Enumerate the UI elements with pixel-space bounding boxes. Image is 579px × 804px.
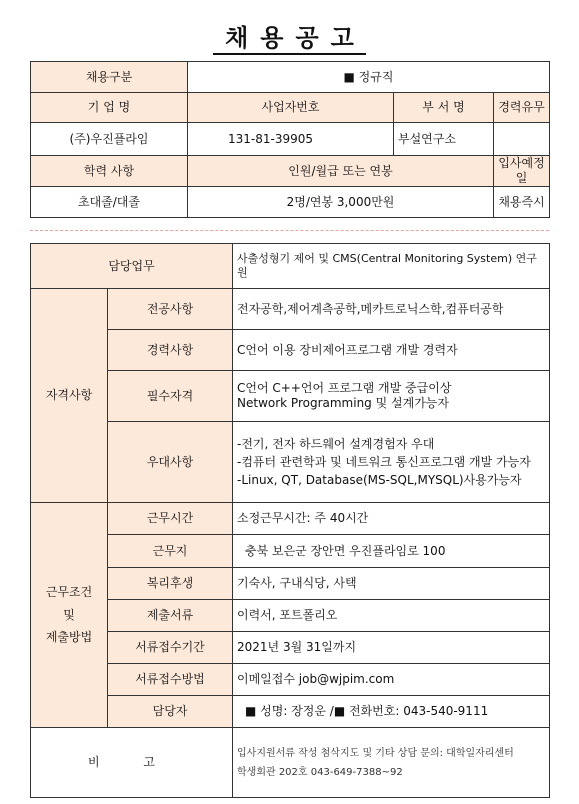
welfare-value: 기숙사, 구내식당, 사택 xyxy=(233,568,550,600)
summary-table xyxy=(30,61,550,218)
required-line: Network Programming 및 설계가능자 xyxy=(237,396,449,410)
contact-value: ■ 성명: 장정운 /■ 전화번호: 043-540-9111 xyxy=(233,696,550,728)
page-break-line xyxy=(30,230,549,231)
detail-table xyxy=(30,243,550,798)
preferred-value xyxy=(233,422,550,503)
start-value: 채용즉시 xyxy=(494,187,550,218)
remarks-line: 학생회관 202호 043-649-7388~92 xyxy=(237,766,403,778)
biz-no-header: 사업자번호 xyxy=(188,93,394,123)
preferred-line: -Linux, QT, Database(MS-SQL,MYSQL)사용가능자 xyxy=(237,473,522,487)
period-label: 서류접수기간 xyxy=(108,632,233,664)
pay-header: 인원/월급 또는 연봉 xyxy=(188,156,494,187)
employment-type-value: ■ 정규직 xyxy=(188,62,550,93)
required-line: C언어 C++언어 프로그램 개발 중급이상 xyxy=(237,381,452,395)
method-label: 서류접수방법 xyxy=(108,664,233,696)
place-value: 충북 보은군 장안면 우진플라임로 100 xyxy=(233,535,550,568)
experience-value: C언어 이용 장비제어프로그램 개발 경력자 xyxy=(233,330,550,371)
contact-label: 담당자 xyxy=(108,696,233,728)
dept-header: 부 서 명 xyxy=(394,93,494,123)
duty-label: 담당업무 xyxy=(31,244,233,289)
required-value xyxy=(233,371,550,422)
career-header: 경력유무 xyxy=(494,93,550,123)
required-label: 필수자격 xyxy=(108,371,233,422)
pay-value: 2명/연봉 3,000만원 xyxy=(188,187,494,218)
company-value: (주)우진플라임 xyxy=(31,123,188,156)
documents-value: 이력서, 포트폴리오 xyxy=(233,600,550,632)
major-label: 전공사항 xyxy=(108,289,233,330)
hours-value: 소정근무시간: 주 40시간 xyxy=(233,503,550,535)
page-title: 채용공고 xyxy=(0,18,579,53)
period-value: 2021년 3월 31일까지 xyxy=(233,632,550,664)
method-value: 이메일접수 job@wjpim.com xyxy=(233,664,550,696)
employment-type-label: 채용구분 xyxy=(31,62,188,93)
preferred-label: 우대사항 xyxy=(108,422,233,503)
major-value: 전자공학,제어계측공학,메카트로닉스학,컴퓨터공학 xyxy=(233,289,550,330)
education-value: 초대졸/대졸 xyxy=(31,187,188,218)
career-value xyxy=(494,123,550,156)
education-header: 학력 사항 xyxy=(31,156,188,187)
remarks-label: 비 고 xyxy=(31,728,233,798)
preferred-line: -컴퓨터 관련학과 및 네트워크 통신프로그램 개발 가능자 xyxy=(237,455,531,469)
start-header: 입사예정일 xyxy=(494,156,550,187)
qualification-group-label: 자격사항 xyxy=(31,289,108,503)
experience-label: 경력사항 xyxy=(108,330,233,371)
preferred-line: -전기, 전자 하드웨어 설계경험자 우대 xyxy=(237,437,435,451)
welfare-label: 복리후생 xyxy=(108,568,233,600)
documents-label: 제출서류 xyxy=(108,600,233,632)
remarks-value xyxy=(233,728,550,798)
work-group-label: 근무조건 및 제출방법 xyxy=(31,503,108,728)
remarks-line: 입사지원서류 작성 첨삭지도 및 기타 상담 문의: 대학일자리센터 xyxy=(237,747,514,759)
biz-no-value: 131-81-39905 xyxy=(188,123,394,156)
company-header: 기 업 명 xyxy=(31,93,188,123)
place-label: 근무지 xyxy=(108,535,233,568)
duty-value: 사출성형기 제어 및 CMS(Central Monitoring System) 연구원 xyxy=(233,244,550,289)
dept-value: 부설연구소 xyxy=(394,123,494,156)
hours-label: 근무시간 xyxy=(108,503,233,535)
